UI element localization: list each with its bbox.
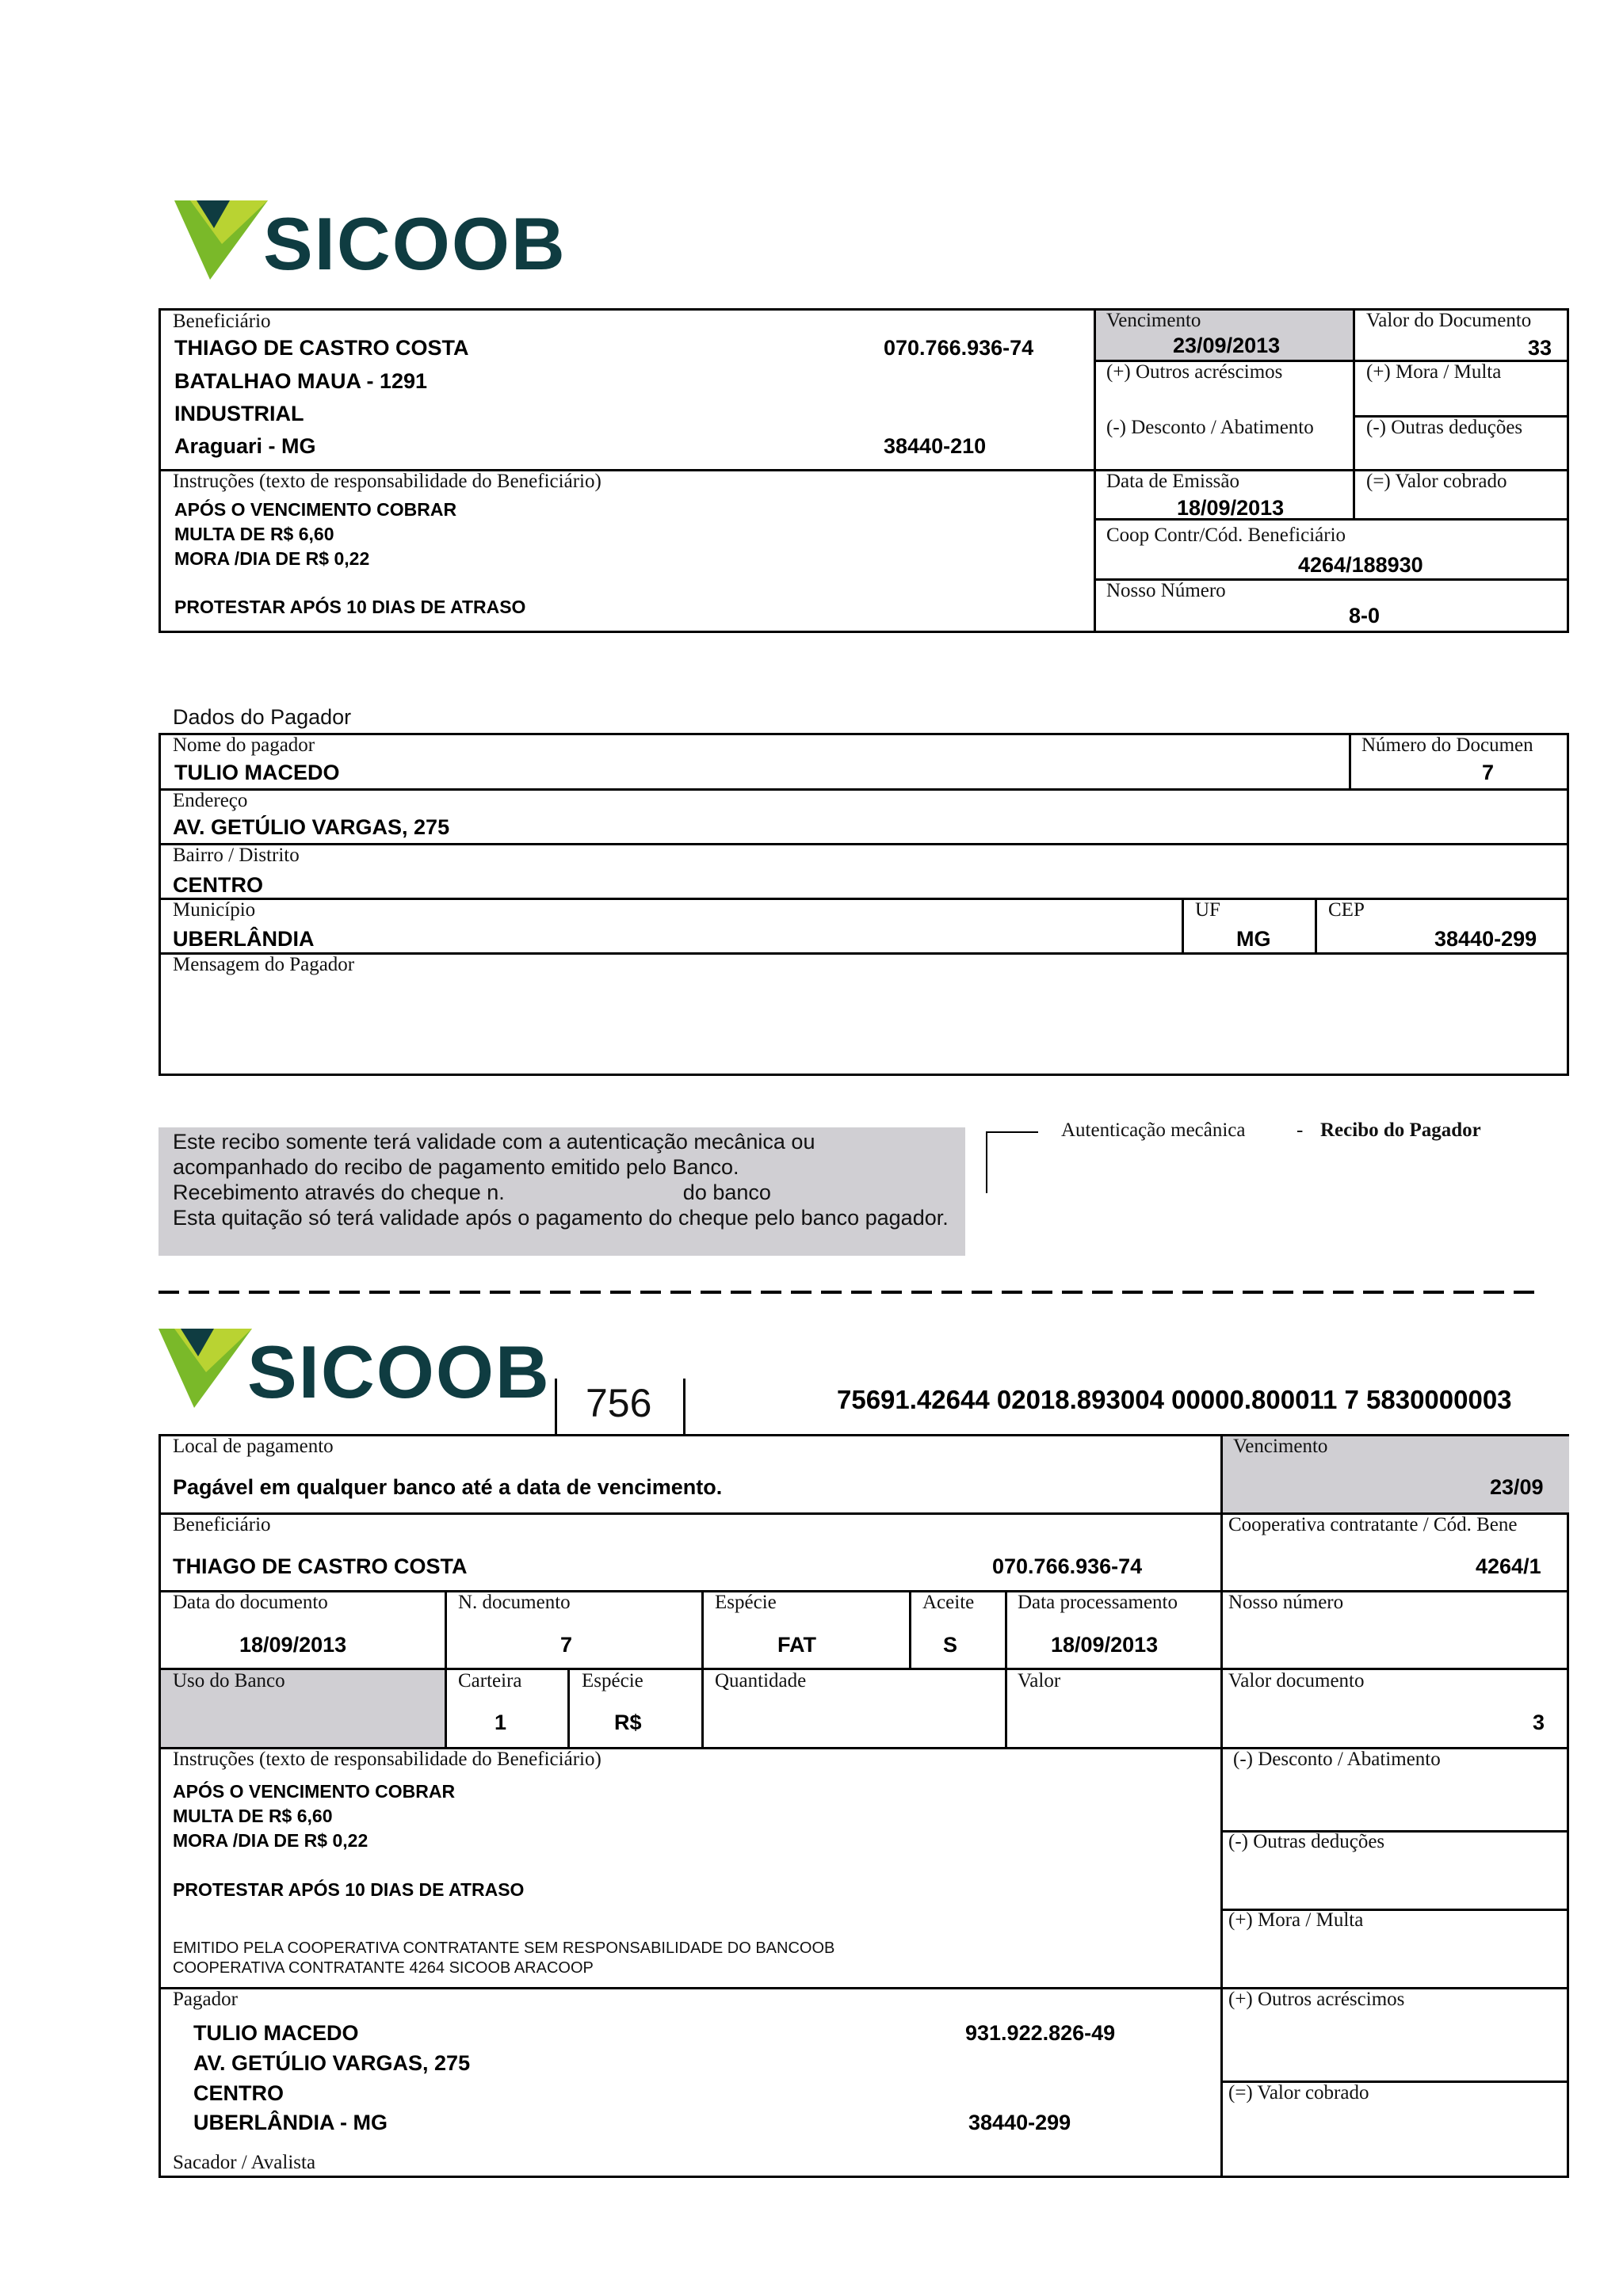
- beneficiario-name: THIAGO DE CASTRO COSTA: [174, 336, 469, 360]
- carteira-label: Carteira: [458, 1670, 522, 1691]
- data-emissao-label: Data de Emissão: [1106, 471, 1240, 492]
- numero-documento-value: 7: [1482, 761, 1495, 784]
- boleto-mora-multa-label: (+) Mora / Multa: [1228, 1909, 1364, 1931]
- nome-pagador-label: Nome do pagador: [173, 734, 315, 756]
- beneficiario-cep: 38440-210: [884, 434, 987, 458]
- data-processamento-value: 18/09/2013: [1051, 1633, 1159, 1657]
- boleto-pagador-bairro: CENTRO: [193, 2081, 284, 2105]
- nosso-numero-value: 8-0: [1349, 604, 1381, 627]
- sicoob-logo-text: SICOOB: [247, 1330, 551, 1413]
- boleto-valor-cobrado-label: (=) Valor cobrado: [1228, 2082, 1369, 2103]
- boleto-instrucoes-label: Instruções (texto de responsabilidade do Beneficiário): [173, 1749, 601, 1770]
- boleto-vencimento-label: Vencimento: [1233, 1436, 1328, 1457]
- endereco-label: Endereço: [173, 790, 248, 811]
- recibo-notice-line: Recebimento através do cheque n. do banco: [173, 1180, 771, 1204]
- endereco-value: AV. GETÚLIO VARGAS, 275: [173, 815, 450, 839]
- especie2-label: Espécie: [582, 1670, 643, 1691]
- recibo-notice-line: Este recibo somente terá validade com a autenticação mecânica ou: [173, 1130, 815, 1154]
- bairro-label: Bairro / Distrito: [173, 845, 300, 866]
- sicoob-logo-icon: [158, 1325, 262, 1412]
- sicoob-logo-text: SICOOB: [263, 202, 567, 285]
- emitido-line: EMITIDO PELA COOPERATIVA CONTRATANTE SEM RESPONSABILIDADE DO BANCOOB: [173, 1939, 835, 1957]
- beneficiario-city: Araguari - MG: [174, 434, 316, 458]
- uf-label: UF: [1195, 899, 1220, 921]
- boleto-nosso-numero-label: Nosso número: [1228, 1592, 1344, 1613]
- boleto-desconto-label: (-) Desconto / Abatimento: [1233, 1749, 1441, 1770]
- boleto-instrucoes-line: PROTESTAR APÓS 10 DIAS DE ATRASO: [173, 1879, 525, 1900]
- recibo-notice-line: Esta quitação só terá validade após o pagamento do cheque pelo banco pagador.: [173, 1206, 949, 1230]
- boleto-valor-documento-label: Valor documento: [1228, 1670, 1365, 1691]
- data-processamento-label: Data processamento: [1018, 1592, 1178, 1613]
- sicoob-logo: [158, 1325, 551, 1413]
- boleto-coop-value: 4264/1: [1476, 1554, 1541, 1578]
- boleto-beneficiario-name: THIAGO DE CASTRO COSTA: [173, 1554, 468, 1578]
- valor-documento-value: 33: [1528, 336, 1552, 360]
- especie-label: Espécie: [715, 1592, 777, 1613]
- boleto-outras-deducoes-label: (-) Outras deduções: [1228, 1831, 1385, 1852]
- boleto-pagador-address: AV. GETÚLIO VARGAS, 275: [193, 2051, 471, 2075]
- beneficiario-address-line1: BATALHAO MAUA - 1291: [174, 369, 428, 393]
- aceite-label: Aceite: [922, 1592, 975, 1613]
- emitido-line: COOPERATIVA CONTRATANTE 4264 SICOOB ARACOOP: [173, 1959, 594, 1977]
- sacador-avalista-label: Sacador / Avalista: [173, 2152, 316, 2173]
- beneficiario-label: Beneficiário: [173, 311, 271, 332]
- instrucoes-line: PROTESTAR APÓS 10 DIAS DE ATRASO: [174, 597, 526, 617]
- bairro-value: CENTRO: [173, 873, 263, 897]
- boleto-pagador-name: TULIO MACEDO: [193, 2021, 359, 2045]
- outras-deducoes-label: (-) Outras deduções: [1366, 417, 1523, 438]
- vencimento-value: 23/09/2013: [1173, 334, 1281, 357]
- data-emissao-value: 18/09/2013: [1177, 496, 1285, 520]
- desconto-label: (-) Desconto / Abatimento: [1106, 417, 1314, 438]
- valor-documento-label: Valor do Documento: [1366, 310, 1532, 331]
- cep-label: CEP: [1328, 899, 1365, 921]
- data-documento-label: Data do documento: [173, 1592, 328, 1613]
- recibo-notice-line: acompanhado do recibo de pagamento emitido pelo Banco.: [173, 1155, 739, 1179]
- uso-banco-label: Uso do Banco: [173, 1670, 285, 1691]
- local-pagamento-value: Pagável em qualquer banco até a data de vencimento.: [173, 1475, 723, 1499]
- linha-digitavel: 75691.42644 02018.893004 00000.800011 7 5830000003: [837, 1385, 1512, 1414]
- sicoob-logo-icon: [174, 196, 277, 284]
- mora-multa-label: (+) Mora / Multa: [1366, 361, 1502, 383]
- municipio-value: UBERLÂNDIA: [173, 927, 315, 951]
- boleto-pagador-city: UBERLÂNDIA - MG: [193, 2111, 388, 2134]
- outros-acrescimos-label: (+) Outros acréscimos: [1106, 361, 1283, 383]
- vencimento-label: Vencimento: [1106, 310, 1201, 331]
- nome-pagador-value: TULIO MACEDO: [174, 761, 340, 784]
- boleto-instrucoes-line: MORA /DIA DE R$ 0,22: [173, 1830, 369, 1851]
- cut-line: [158, 1291, 1544, 1294]
- numero-documento-label: Número do Documen: [1361, 734, 1533, 756]
- autenticacao-separator: -: [1296, 1119, 1304, 1141]
- instrucoes-line: APÓS O VENCIMENTO COBRAR: [174, 499, 457, 520]
- valor-label: Valor: [1018, 1670, 1061, 1691]
- autenticacao-mecanica-label: Autenticação mecânica: [1061, 1119, 1246, 1141]
- quantidade-label: Quantidade: [715, 1670, 807, 1691]
- dados-pagador-title: Dados do Pagador: [173, 705, 352, 729]
- carteira-value: 1: [495, 1711, 507, 1734]
- boleto-instrucoes-line: MULTA DE R$ 6,60: [173, 1806, 333, 1826]
- boleto-pagador-cep: 38440-299: [968, 2111, 1071, 2134]
- especie-value: FAT: [777, 1633, 816, 1657]
- instrucoes-line: MULTA DE R$ 6,60: [174, 524, 334, 544]
- autenticacao-bracket: [986, 1131, 987, 1193]
- municipio-label: Município: [173, 899, 256, 921]
- boleto-outros-acrescimos-label: (+) Outros acréscimos: [1228, 1989, 1405, 2010]
- valor-cobrado-label: (=) Valor cobrado: [1366, 471, 1507, 492]
- data-documento-value: 18/09/2013: [239, 1633, 347, 1657]
- boleto-vencimento-value: 23/09: [1490, 1475, 1544, 1499]
- instrucoes-label: Instruções (texto de responsabilidade do Beneficiário): [173, 471, 601, 492]
- coop-label: Coop Contr/Cód. Beneficiário: [1106, 524, 1346, 546]
- n-documento-label: N. documento: [458, 1592, 571, 1613]
- autenticacao-bracket: [986, 1131, 1038, 1133]
- coop-value: 4264/188930: [1298, 553, 1423, 577]
- beneficiario-doc: 070.766.936-74: [884, 336, 1034, 360]
- sicoob-logo: [174, 196, 567, 285]
- especie2-value: R$: [614, 1711, 642, 1734]
- boleto-valor-documento-value: 3: [1533, 1711, 1545, 1734]
- boleto-instrucoes-line: APÓS O VENCIMENTO COBRAR: [173, 1781, 456, 1802]
- boleto-pagador-doc: 931.922.826-49: [965, 2021, 1116, 2045]
- local-pagamento-label: Local de pagamento: [173, 1436, 334, 1457]
- boleto-beneficiario-label: Beneficiário: [173, 1514, 271, 1535]
- uf-value: MG: [1236, 927, 1271, 951]
- cep-value: 38440-299: [1434, 927, 1537, 951]
- mensagem-pagador-label: Mensagem do Pagador: [173, 954, 355, 975]
- boleto-coop-label: Cooperativa contratante / Cód. Bene: [1228, 1514, 1518, 1535]
- nosso-numero-label: Nosso Número: [1106, 580, 1226, 601]
- beneficiario-address-line2: INDUSTRIAL: [174, 402, 304, 425]
- n-documento-value: 7: [560, 1633, 573, 1657]
- aceite-value: S: [943, 1633, 958, 1657]
- boleto-pagador-label: Pagador: [173, 1989, 238, 2010]
- recibo-do-pagador-label: Recibo do Pagador: [1320, 1119, 1481, 1141]
- boleto-beneficiario-doc: 070.766.936-74: [992, 1554, 1143, 1578]
- bank-code: 756: [586, 1381, 652, 1425]
- instrucoes-line: MORA /DIA DE R$ 0,22: [174, 548, 370, 569]
